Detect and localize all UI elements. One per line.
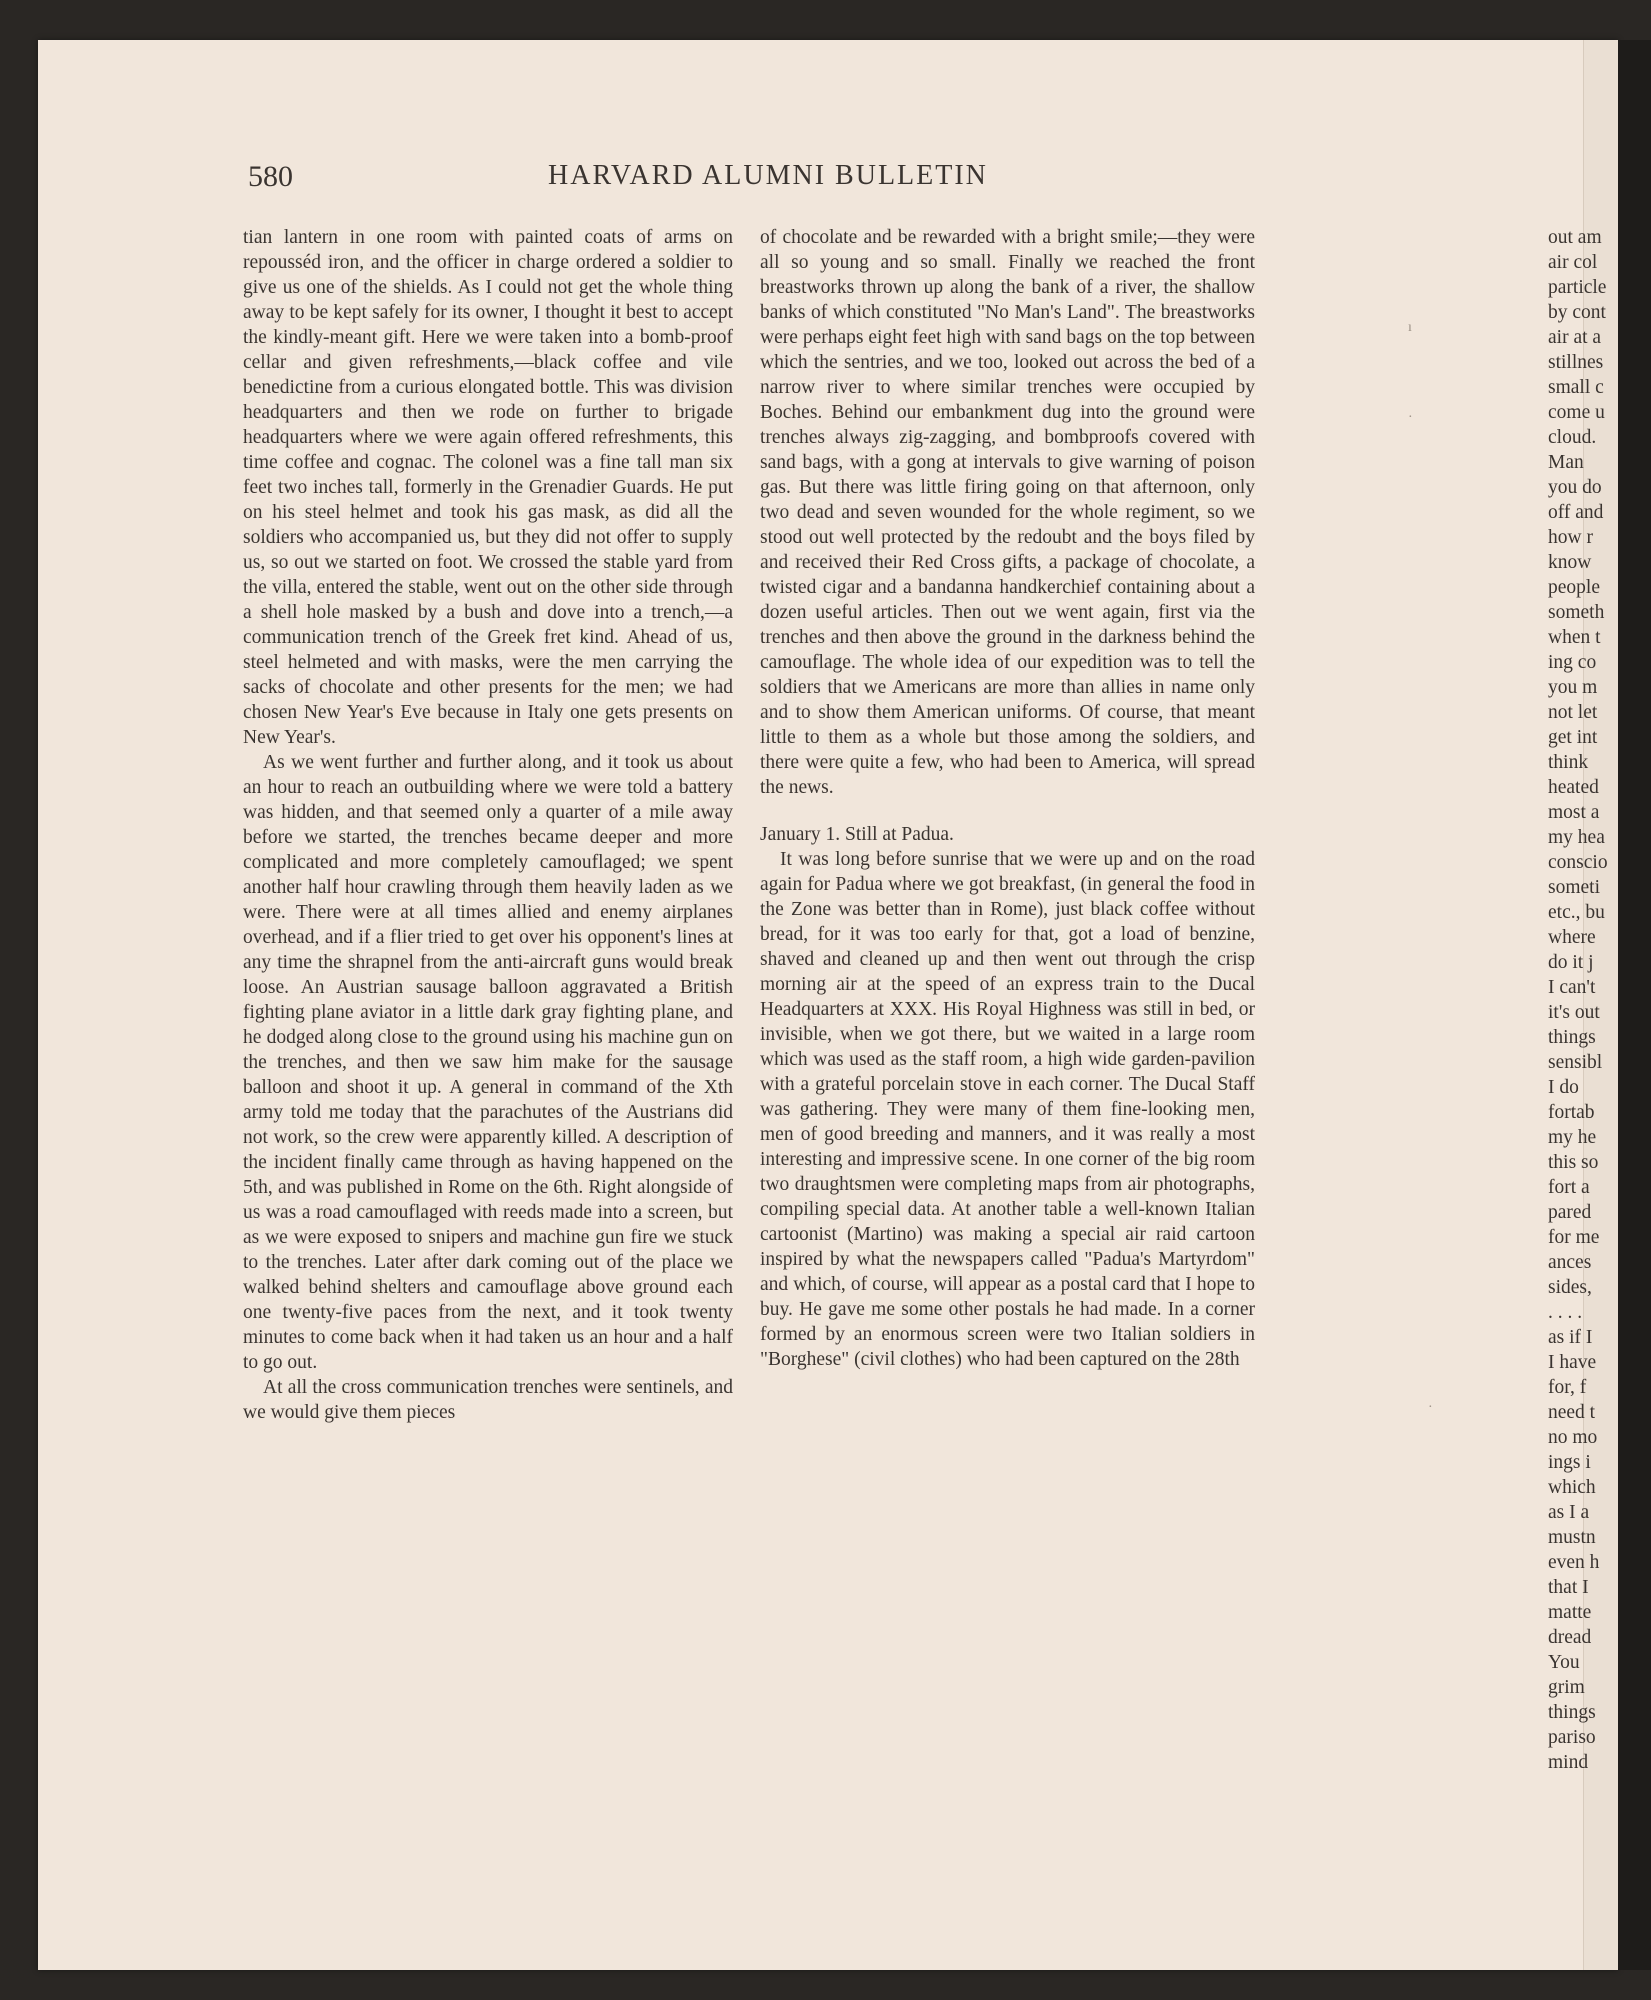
column3-line: Man <box>1548 452 1584 473</box>
column3-line: sides, <box>1548 1277 1592 1298</box>
column3-line: I do <box>1548 1077 1579 1098</box>
column3-line: air at a <box>1548 327 1602 348</box>
column3-line: things <box>1548 1702 1596 1723</box>
column3-line: someth <box>1548 602 1605 623</box>
column3-line: you m <box>1548 677 1598 698</box>
column3-line: as I a <box>1548 1502 1590 1523</box>
text-column-2 <box>760 225 1255 1372</box>
column3-line: You <box>1548 1652 1580 1673</box>
column3-line: out am <box>1548 227 1602 248</box>
column3-line: mind <box>1548 1752 1589 1773</box>
column3-line: come u <box>1548 402 1605 423</box>
column3-line: I have <box>1548 1352 1597 1373</box>
column3-line: even h <box>1548 1552 1600 1573</box>
document-page <box>38 40 1618 1970</box>
column3-line: matte <box>1548 1602 1592 1623</box>
column3-line: fort a <box>1548 1177 1590 1198</box>
paragraph: of chocolate and be rewarded with a bright smile;—they were all so young and so small. Finally we reached the front breastworks thrown up along the bank of a river, the shallow banks of which constituted "No Man's Land". The breastworks were perhaps eight feet high with sand bags on the top between which the sentries, and we too, looked out across the bed of a narrow river to where similar trenches were occupied by Boches. Behind our embankment dug into the ground were trenches always zig-zagging, and bombproofs covered with sand bags, with a gong at intervals to give warning of poison gas. But there was little firing going on that afternoon, only two dead and seven wounded for the whole regiment, so we stood out well protected by the redoubt and the boys filed by and received their Red Cross gifts, a package of chocolate, a twisted cigar and a bandanna handkerchief containing about a dozen useful articles. Then out we went again, first via the trenches and then above the ground in the darkness behind the camouflage. The whole idea of our expedition was to tell the soldiers that we Americans are more than allies in name only and to show them American uniforms. Of course, that meant little to them as a whole but those among the soldiers, and there were quite a few, who had been to America, will spread the news. <box>760 227 1255 798</box>
column3-line: stillnes <box>1548 352 1604 373</box>
column3-line: small c <box>1548 377 1604 398</box>
column3-line: my hea <box>1548 827 1605 848</box>
scan-speck: · <box>1408 410 1413 425</box>
column3-line: need t <box>1548 1402 1596 1423</box>
text-column-3-fragment <box>1548 225 1618 1775</box>
column3-line: how r <box>1548 527 1593 548</box>
column3-line: cloud. <box>1548 427 1597 448</box>
column3-line: ances <box>1548 1252 1592 1273</box>
column3-line: get int <box>1548 727 1598 748</box>
column3-line: not let <box>1548 702 1598 723</box>
column3-line: know <box>1548 552 1592 573</box>
column3-line: most a <box>1548 802 1600 823</box>
text-column-1 <box>243 225 733 1425</box>
column3-line: mustn <box>1548 1527 1596 1548</box>
column3-line: my he <box>1548 1127 1597 1148</box>
column3-line: where <box>1548 927 1596 948</box>
column3-line: you do <box>1548 477 1602 498</box>
column3-line: off and <box>1548 502 1604 523</box>
column3-line: someti <box>1548 877 1600 898</box>
column3-line: think <box>1548 752 1589 773</box>
paragraph: It was long before sunrise that we were up and on the road again for Padua where we got breakfast, (in general the food in the Zone was better than in Rome), just black coffee without bread, for it was too early for that, got a load of benzine, shaved and cleaned up and then went out through the crisp morning air at the speed of an express train to the Ducal Headquarters at XXX. His Royal Highness was still in bed, or invisible, when we got there, but we waited in a large room which was used as the staff room, a high wide garden-pavilion with a grateful porcelain stove in each corner. The Ducal Staff was gathering. They were many of them fine-looking men, men of good breeding and manners, and it was really a most interesting and impressive scene. In one corner of the big room two draughtsmen were completing maps from air photographs, compiling special data. At another table a well-known Italian cartoonist (Martino) was making a special air raid cartoon inspired by what the newspapers called "Padua's Martyrdom" and which, of course, will appear as a postal card that I hope to buy. He gave me some other postals he had made. In a corner formed by an enormous screen were two Italian soldiers in "Borghese" (civil clothes) who had been captured on the 28th <box>760 849 1255 1370</box>
paragraph: At all the cross communication trenches were sentinels, and we would give them pieces <box>243 1377 733 1423</box>
column3-line: people <box>1548 577 1600 598</box>
column3-line: sensibl <box>1548 1052 1603 1073</box>
column3-line: dread <box>1548 1627 1592 1648</box>
column3-line: particle <box>1548 277 1607 298</box>
column3-line: as if I <box>1548 1327 1593 1348</box>
column3-line: it's out <box>1548 1002 1600 1023</box>
scanner-background <box>1618 40 1651 1970</box>
column3-line: pared <box>1548 1202 1592 1223</box>
paragraph: As we went further and further along, and it took us about an hour to reach an outbuilding where we were told a battery was hidden, and that seemed only a quarter of a mile away before we started, the trenches became deeper and more complicated and more completely camouflaged; we spent another half hour crawling through them heavily laden as we were. There were at all times allied and enemy airplanes overhead, and if a flier tried to get over his opponent's lines at any time the shrapnel from the anti-aircraft guns would break loose. An Austrian sausage balloon aggravated a British fighting plane aviator in a little dark gray fighting plane, and he dodged along close to the ground using his machine gun on the trenches, and then we saw him make for the sausage balloon and shoot it up. A general in command of the Xth army told me today that the parachutes of the Austrians did not work, so the crew were apparently killed. A description of the incident finally came through as having happened on the 5th, and was published in Rome on the 6th. Right alongside of us was a road camouflaged with reeds made into a screen, but as we were exposed to snipers and machine gun fire we stuck to the trenches. Later after dark coming out of the place we walked behind shelters and camouflage above ground each one twenty-five paces from the next, and it took twenty minutes to come back when it had taken us an hour and a half to go out. <box>243 752 733 1373</box>
column3-line: ing co <box>1548 652 1597 673</box>
column3-line: for me <box>1548 1227 1600 1248</box>
column3-line: air col <box>1548 252 1598 273</box>
column3-line: pariso <box>1548 1727 1596 1748</box>
paragraph: tian lantern in one room with painted coats of arms on repousséd iron, and the officer in charge ordered a soldier to give us one of the shields. As I could not get the whole thing away to be kept safely for its owner, I thought it best to accept the kindly-meant gift. Here we were taken into a bomb-proof cellar and given refreshments,—black coffee and vile benedictine from a curious elongated bottle. This was division headquarters and then we rode on further to brigade headquarters where we were again offered refreshments, this time coffee and cognac. The colonel was a fine tall man six feet two inches tall, formerly in the Grenadier Guards. He put on his steel helmet and took his gas mask, as did all the soldiers who accompanied us, but they did not offer to supply us, so out we started on foot. We crossed the stable yard from the villa, entered the stable, went out on the other side through a shell hole masked by a bush and dove into a trench,—a communication trench of the Greek fret kind. Ahead of us, steel helmeted and with masks, were the men carrying the sacks of chocolate and other presents for the men; we had chosen New Year's Eve because in Italy one gets presents on New Year's. <box>243 227 733 748</box>
column3-line: this so <box>1548 1152 1599 1173</box>
scan-speck: · <box>1428 1400 1433 1415</box>
column3-line: that I <box>1548 1577 1589 1598</box>
column3-line: for, f <box>1548 1377 1587 1398</box>
column3-line: . . . . <box>1548 1302 1583 1323</box>
column3-line: fortab <box>1548 1102 1595 1123</box>
column3-line: conscio <box>1548 852 1608 873</box>
column3-line: things <box>1548 1027 1596 1048</box>
running-title: HARVARD ALUMNI BULLETIN <box>548 160 988 191</box>
column3-line: by cont <box>1548 302 1606 323</box>
scan-speck: ı <box>1408 320 1412 335</box>
column3-line: do it j <box>1548 952 1594 973</box>
column3-line: no mo <box>1548 1427 1598 1448</box>
page-number: 580 <box>248 160 293 193</box>
column3-line: heated <box>1548 777 1599 798</box>
dateline: January 1. Still at Padua. <box>760 824 954 845</box>
column3-line: I can't <box>1548 977 1596 998</box>
column3-line: which <box>1548 1477 1596 1498</box>
column3-line: ings i <box>1548 1452 1591 1473</box>
column3-line: when t <box>1548 627 1601 648</box>
column3-line: etc., bu <box>1548 902 1605 923</box>
column3-line: grim <box>1548 1677 1585 1698</box>
